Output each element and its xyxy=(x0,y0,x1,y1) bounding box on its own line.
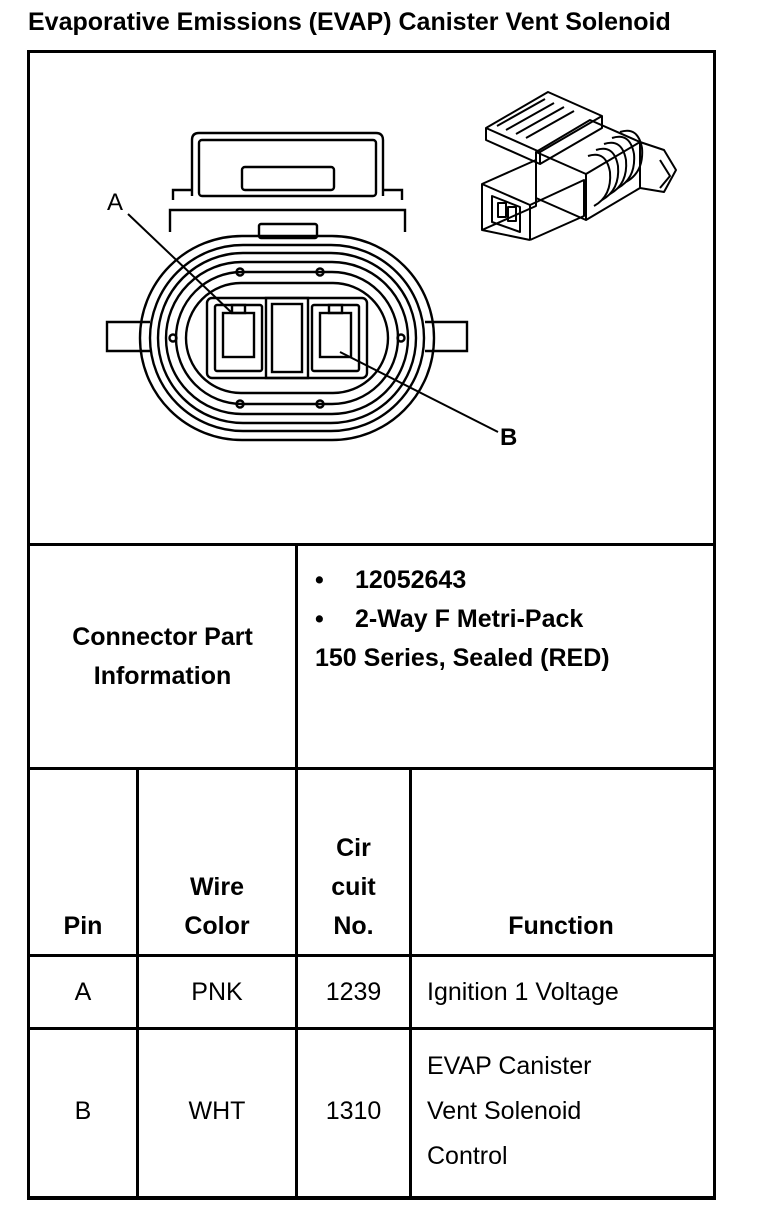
header-function xyxy=(412,770,710,954)
row-b-wire-color: WHT xyxy=(188,1097,246,1125)
part-number: 12052643 xyxy=(355,566,467,594)
row-b-pin: B xyxy=(74,1097,92,1125)
connector-info-label-line2: Information xyxy=(93,661,232,690)
connector-info-value-cell xyxy=(315,561,710,761)
header-circuit-line3: No. xyxy=(333,912,374,940)
row-b-function-line2: Vent Solenoid xyxy=(427,1097,582,1125)
row-a-circuit: 1239 xyxy=(325,977,382,1006)
row-a-function: Ignition 1 Voltage xyxy=(427,977,619,1006)
header-wire-color xyxy=(139,770,295,954)
header-wire-color-line1: Wire xyxy=(190,873,244,901)
divider-info-columns xyxy=(295,543,298,770)
header-function-label: Function xyxy=(508,912,614,940)
row-b-circuit: 1310 xyxy=(325,1097,382,1125)
pin-b-callout: B xyxy=(500,424,518,451)
row-a-pin: A xyxy=(74,977,92,1006)
header-circuit-line1: Cir xyxy=(336,834,371,862)
row-b-function xyxy=(427,1030,710,1193)
part-number-item: • 12052643 xyxy=(315,566,467,594)
header-circuit-line2: cuit xyxy=(331,873,376,901)
row-b-function-line3: Control xyxy=(427,1142,508,1170)
row-a-wire-color: PNK xyxy=(191,977,243,1006)
connector-info-label-line1: Connector Part xyxy=(72,622,253,651)
description-line2: 150 Series, Sealed (RED) xyxy=(315,644,610,672)
pin-b-leader-line xyxy=(340,352,498,432)
connector-info-label-cell xyxy=(30,546,295,767)
pin-a-callout: A xyxy=(107,189,124,216)
header-pin xyxy=(30,770,136,954)
header-circuit xyxy=(298,770,409,954)
header-wire-color-line2: Color xyxy=(184,912,250,940)
connector-isometric-drawing xyxy=(482,92,676,240)
description-item: • 2-Way F Metri-Pack xyxy=(315,605,584,633)
row-b-function-line1: EVAP Canister xyxy=(427,1052,592,1080)
page-title: Evaporative Emissions (EVAP) Canister Vent Solenoid xyxy=(28,8,671,36)
pin-a-leader-line xyxy=(128,214,232,313)
connector-diagram xyxy=(0,0,768,545)
description-line1: 2-Way F Metri-Pack xyxy=(355,605,584,633)
connector-face-drawing xyxy=(107,133,467,440)
header-pin-label: Pin xyxy=(63,912,103,940)
